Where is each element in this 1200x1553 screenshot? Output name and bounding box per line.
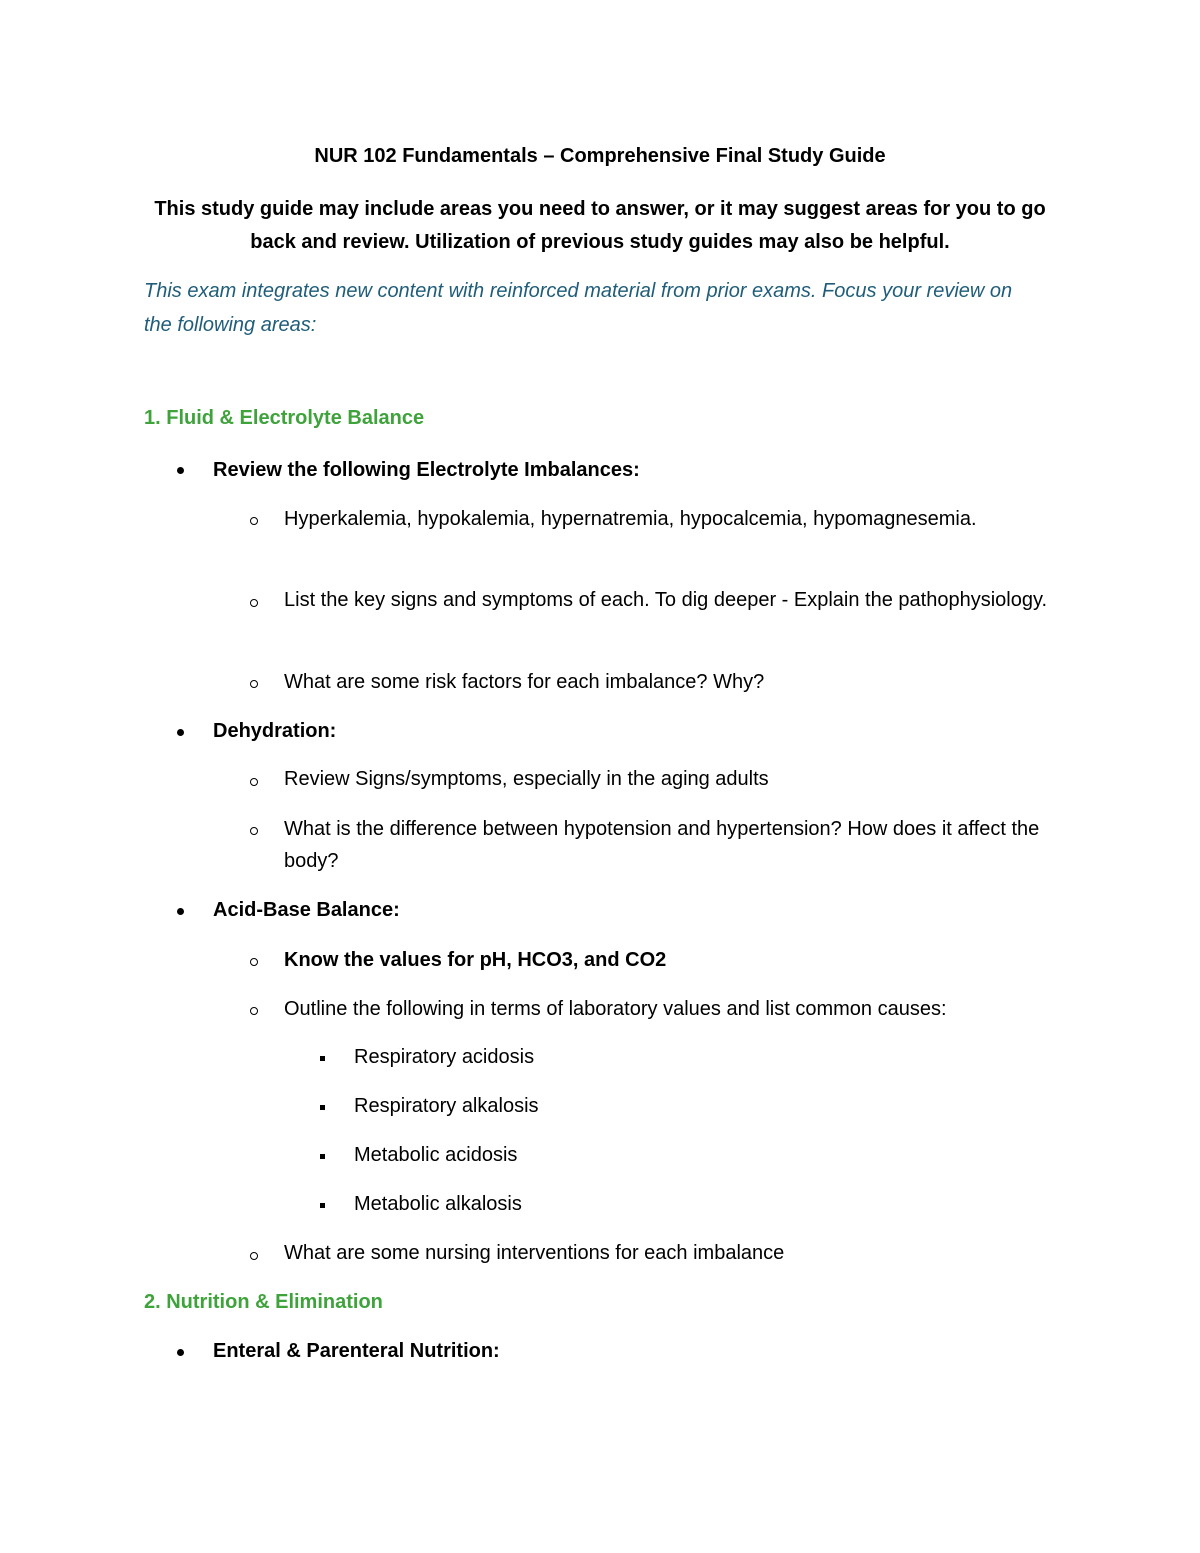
- list-item: Hyperkalemia, hypokalemia, hypernatremia, hypocalcemia, hypomagnesemia.: [284, 508, 977, 530]
- topic-acid-base: Acid-Base Balance:: [213, 899, 400, 921]
- section-heading-nutrition-elimination: 2. Nutrition & Elimination: [144, 1291, 383, 1313]
- bullet-dot-icon: [170, 898, 190, 924]
- topic-dehydration: Dehydration:: [213, 720, 337, 742]
- bullet-ring-icon: [244, 507, 264, 533]
- bullet-square-icon: [312, 1192, 332, 1218]
- bullet-square-icon: [312, 1143, 332, 1169]
- list-item: What is the difference between hypotension and hypertension? How does it affect the body?: [284, 818, 1040, 872]
- focus-note: This exam integrates new content with reinforced material from prior exams. Focus your review on the following areas:: [144, 280, 1013, 336]
- bullet-ring-icon: [244, 670, 264, 696]
- bullet-ring-icon: [244, 948, 264, 974]
- document-title: NUR 102 Fundamentals – Comprehensive Final Study Guide: [314, 145, 886, 167]
- topic-enteral-parenteral: Enteral & Parenteral Nutrition:: [213, 1340, 500, 1362]
- list-item: List the key signs and symptoms of each. To dig deeper - Explain the pathophysiology.: [284, 589, 1048, 611]
- intro-paragraph: This study guide may include areas you need to answer, or it may suggest areas for you to go back and review. Utilization of previous study guides may also be helpful.: [154, 198, 1046, 253]
- list-subitem: Metabolic alkalosis: [354, 1193, 522, 1215]
- section-heading-fluid-electrolyte: 1. Fluid & Electrolyte Balance: [144, 407, 425, 429]
- list-item: Know the values for pH, HCO3, and CO2: [284, 949, 667, 971]
- list-subitem: Metabolic acidosis: [354, 1144, 518, 1166]
- bullet-ring-icon: [244, 589, 264, 615]
- bullet-ring-icon: [244, 997, 264, 1023]
- list-subitem: Respiratory acidosis: [354, 1046, 535, 1068]
- bullet-ring-icon: [244, 1242, 264, 1268]
- bullet-square-icon: [312, 1094, 332, 1120]
- list-item: Review Signs/symptoms, especially in the aging adults: [284, 768, 769, 790]
- bullet-square-icon: [312, 1045, 332, 1071]
- bullet-dot-icon: [170, 1339, 190, 1365]
- list-item: What are some risk factors for each imbalance? Why?: [284, 671, 765, 693]
- bullet-ring-icon: [244, 817, 264, 843]
- list-item: What are some nursing interventions for each imbalance: [284, 1242, 785, 1264]
- list-subitem: Respiratory alkalosis: [354, 1095, 539, 1117]
- bullet-dot-icon: [170, 719, 190, 745]
- bullet-ring-icon: [244, 768, 264, 794]
- topic-electrolyte-imbalances: Review the following Electrolyte Imbalances:: [213, 459, 640, 481]
- list-item: Outline the following in terms of laboratory values and list common causes:: [284, 998, 947, 1020]
- bullet-dot-icon: [170, 457, 190, 483]
